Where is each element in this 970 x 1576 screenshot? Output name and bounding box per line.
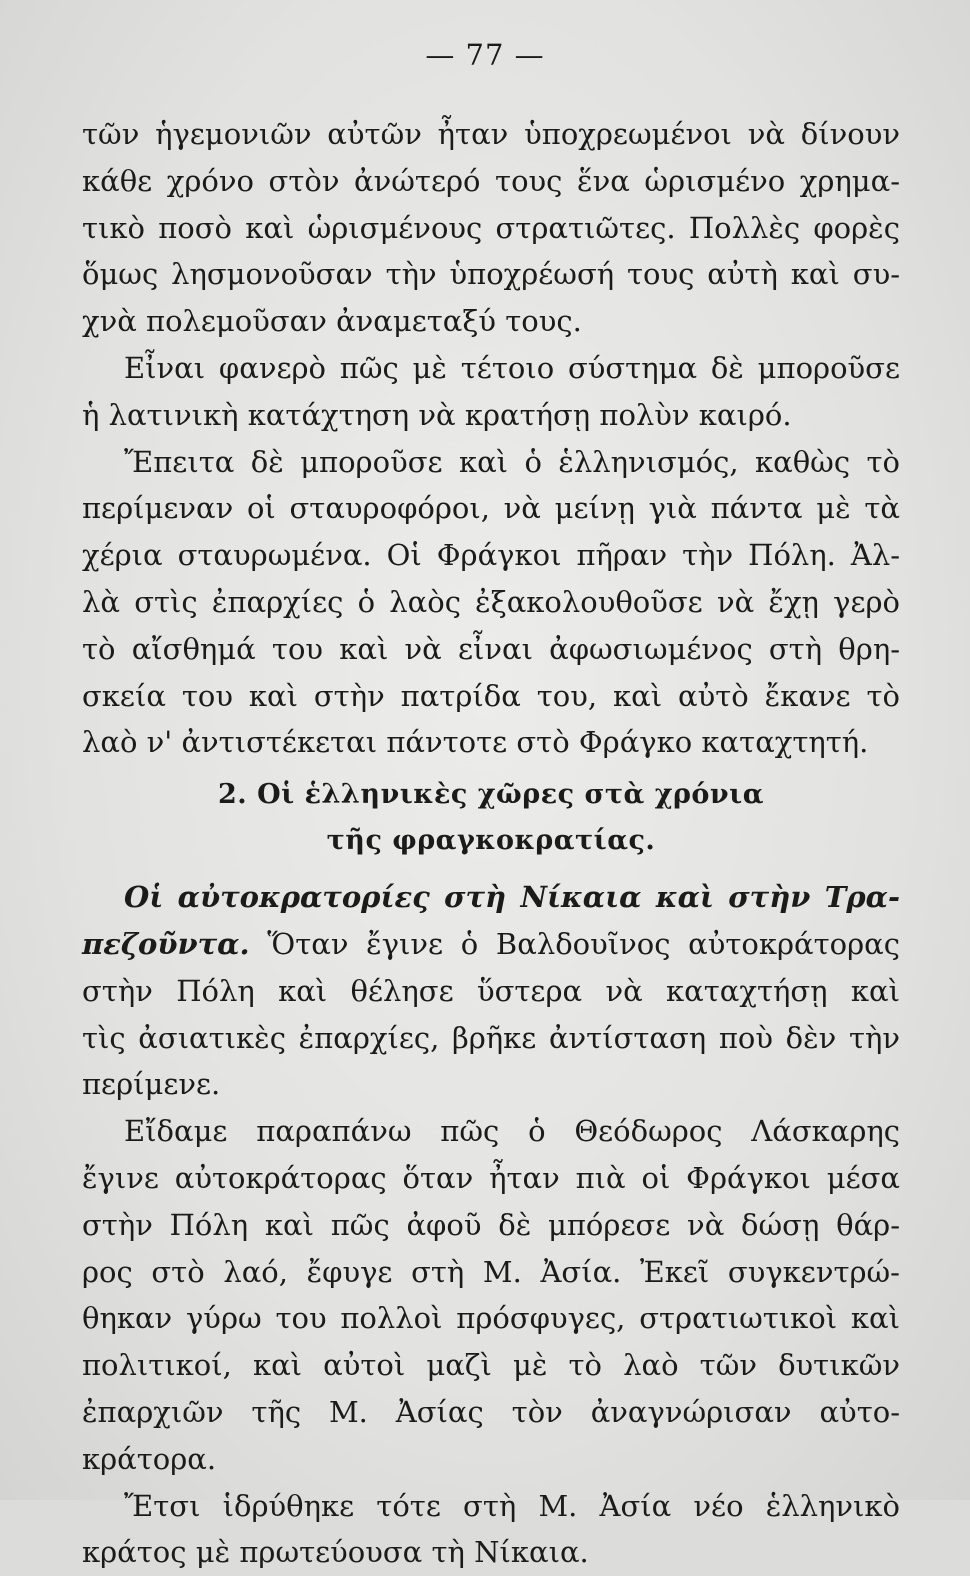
section-heading <box>82 772 900 864</box>
text-line: τικὸ ποσὸ καὶ ὡρισμένους στρατιῶτες. Πολλὲς φορὲς <box>82 210 900 245</box>
text-fragment: Ὅταν ἔγινε ὁ Βαλδουῖνος αὐτοκράτορας <box>249 926 900 961</box>
text-line: ἔγινε αὐτοκράτορας ὅταν ἦταν πιὰ οἱ Φράγκοι μέσα <box>82 1160 900 1195</box>
text-line: λαὸ ν' ἀντιστέκεται πάντοτε στὸ Φράγκο καταχτητή. <box>82 725 869 760</box>
text-line: ἡ λατινικὴ κατάχτηση νὰ κρατήσῃ πολὺν καιρό. <box>82 397 792 432</box>
text-line: χνὰ πολεμοῦσαν ἀναμεταξύ τους. <box>82 304 582 339</box>
text-line: σκεία του καὶ στὴν πατρίδα του, καὶ αὐτὸ ἔκανε τὸ <box>82 678 900 713</box>
text-line: πολιτικοί, καὶ αὐτοὶ μαζὶ μὲ τὸ λαὸ τῶν δυτικῶν <box>82 1348 900 1383</box>
text-line: Ἔτσι ἱδρύθηκε τότε στὴ Μ. Ἀσία νέο ἑλληνικὸ <box>124 1488 900 1523</box>
text-line: θηκαν γύρω του πολλοὶ πρόσφυγες, στρατιωτικοὶ καὶ <box>82 1301 900 1336</box>
paragraph-3 <box>82 439 900 767</box>
text-line: κράτος μὲ πρωτεύουσα τὴ Νίκαια. <box>82 1535 589 1570</box>
text-line: τὸ αἴσθημά του καὶ νὰ εἶναι ἀφωσιωμένος στὴ θρη- <box>82 631 900 666</box>
text-line: τὶς ἀσιατικὲς ἐπαρχίες, βρῆκε ἀντίσταση ποὺ δὲν τὴν <box>82 1020 900 1055</box>
text-line: ὅμως λησμονοῦσαν τὴν ὑποχρέωσή τους αὐτὴ καὶ συ- <box>82 257 900 292</box>
text-line: τῶν ἡγεμονιῶν αὐτῶν ἦταν ὑποχρεωμένοι νὰ δίνουν <box>82 117 900 151</box>
paragraph-1 <box>82 111 900 345</box>
text-line: περίμενε. <box>82 1067 221 1102</box>
text-line: κάθε χρόνο στὸν ἀνώτερό τους ἕνα ὡρισμένο χρημα- <box>82 163 900 198</box>
subheading-text: πεζοῦντα. <box>82 926 250 961</box>
paragraph-6 <box>82 1483 900 1576</box>
section-heading-line: τῆς φραγκοκρατίας. <box>326 825 656 857</box>
text-line <box>82 874 900 921</box>
text-line: Εἶναι φανερὸ πῶς μὲ τέτοιο σύστημα δὲ μποροῦσε <box>124 350 900 385</box>
text-line: στὴν Πόλη καὶ πῶς ἀφοῦ δὲ μπόρεσε νὰ δώσῃ θάρ- <box>82 1207 900 1242</box>
paragraph-5 <box>82 1108 900 1482</box>
section-heading-line: 2. Οἱ ἑλληνικὲς χῶρες στὰ χρόνια <box>218 779 764 811</box>
text-line <box>82 921 900 968</box>
page-text <box>82 111 900 1576</box>
text-line: Εἴδαμε παραπάνω πῶς ὁ Θεόδωρος Λάσκαρης <box>124 1114 900 1149</box>
paragraph-4 <box>82 874 900 1108</box>
subheading-text: Οἱ αὐτοκρατορίες στὴ Νίκαια καὶ στὴν Τρα- <box>124 880 900 915</box>
paragraph-2 <box>82 345 900 439</box>
text-line: ἐπαρχιῶν τῆς Μ. Ἀσίας τὸν ἀναγνώρισαν αὐτο- <box>82 1394 900 1429</box>
text-line: Ἔπειτα δὲ μποροῦσε καὶ ὁ ἑλληνισμός, καθὼς τὸ <box>124 444 900 479</box>
page-number: — 77 — <box>425 38 545 72</box>
text-line: περίμεναν οἱ σταυροφόροι, νὰ μείνῃ γιὰ πάντα μὲ τὰ <box>82 491 900 526</box>
text-line: χέρια σταυρωμένα. Οἱ Φράγκοι πῆραν τὴν Πόλη. Ἀλ- <box>82 538 900 573</box>
text-line: κράτορα. <box>82 1441 217 1476</box>
text-line: στὴν Πόλη καὶ θέλησε ὕστερα νὰ καταχτήσῃ καὶ <box>82 973 900 1008</box>
text-line: ρος στὸ λαό, ἔφυγε στὴ Μ. Ἀσία. Ἐκεῖ συγκεντρώ- <box>82 1254 900 1289</box>
text-line: λὰ στὶς ἐπαρχίες ὁ λαὸς ἐξακολουθοῦσε νὰ ἔχῃ γερὸ <box>82 584 900 619</box>
